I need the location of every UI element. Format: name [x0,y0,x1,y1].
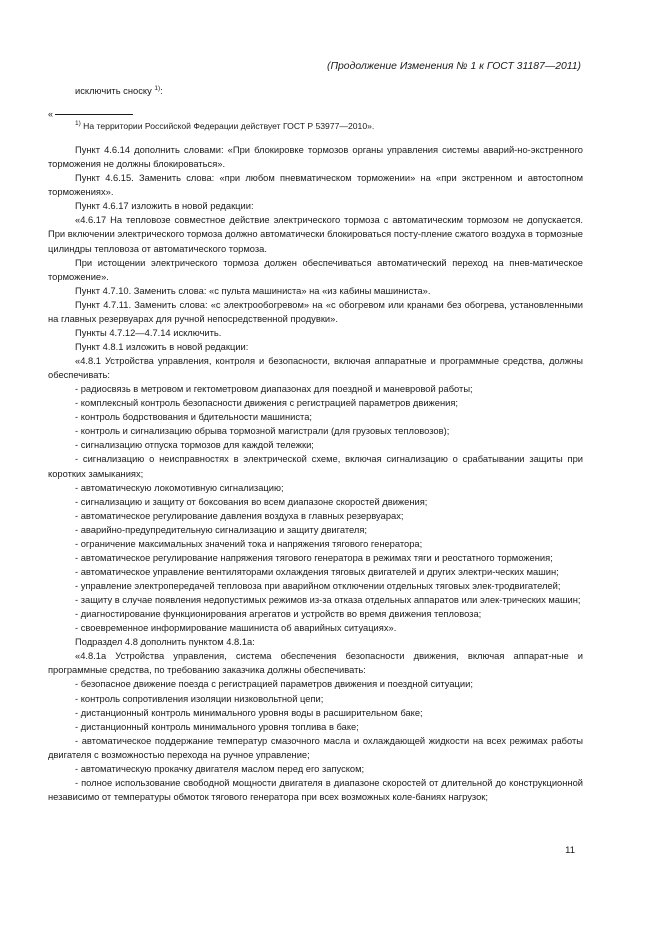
list-item: - сигнализацию отпуска тормозов для каждой тележки; [75,440,314,451]
footnote-text: На территории Российской Федерации действует ГОСТ Р 53977—2010». [83,121,375,132]
paragraph: Пункт 4.8.1 изложить в новой редакции: [75,341,249,352]
paragraph: Пункт 4.6.14 дополнить словами: «При блокировке тормозов органы управления системы аварий-но-экстренного торможения не должны блокироваться». [48,145,583,170]
list-item: - дистанционный контроль минимального уровня топлива в баке; [75,721,359,732]
paragraph: Пункт 4.7.11. Заменить слова: «с электрообогревом» на «с обогревом или кранами без обогрева, установленными на главных резервуарах для ручной непосредственной продувки». [48,299,583,324]
paragraph: Пункт 4.7.10. Заменить слова: «с пульта машиниста» на «из кабины машиниста». [75,285,431,296]
footnote [48,120,583,133]
spacer [48,98,583,108]
paragraph: «4.6.17 На тепловозе совместное действие электрического тормоза с автоматическим тормозом не допускается. При включении электрического тормоза должно автоматически блокироваться посту-пление сжатого воздуха в тормозные цилиндры тепловоза от автоматического тормоза. [48,215,583,254]
footnote-separator [48,108,583,120]
list-item: - автоматическое поддержание температур смазочного масла и охлаждающей жидкости на всех режимах работы двигателя с возможностью перехода на ручное управление; [48,735,583,760]
list-item: - контроль сопротивления изоляции низковольтной цепи; [75,693,324,704]
list-item: - автоматическую локомотивную сигнализацию; [75,482,284,493]
list-item: - ограничение максимальных значений тока и напряжения тягового генератора; [75,538,423,549]
spacer [48,133,583,143]
list-item: - полное использование свободной мощности двигателя в диапазоне скоростей от длительной до конструкционной независимо от температуры обмоток тягового генератора при всех возможных коле-баниях нагрузок; [48,777,583,802]
list-item: - дистанционный контроль минимального уровня воды в расширительном баке; [75,707,423,718]
list-item: - автоматическую прокачку двигателя маслом перед его запуском; [75,763,365,774]
list-item: - своевременное информирование машиниста об аварийных ситуациях». [75,623,397,634]
intro-text: исключить сноску [75,86,152,96]
intro-tail: : [160,86,163,96]
paragraph: «4.8.1а Устройства управления, система обеспечения безопасности движения, включая аппарат-ные и программные средства, по требованию заказчика должны обеспечивать: [48,651,583,676]
paragraph: Пункты 4.7.12—4.7.14 исключить. [75,327,222,338]
list-item: - сигнализацию и защиту от боксования во всем диапазоне скоростей движения; [75,496,428,507]
paragraph: «4.8.1 Устройства управления, контроля и безопасности, включая аппаратные и программные средства, должны обеспечивать: [48,356,583,381]
list-item: - контроль бодрствования и бдительности машиниста; [75,412,313,423]
list-item: - управление электропередачей тепловоза при аварийном отключении отдельных тяговых элек-тродвигателей; [75,581,561,591]
footnote-rule [55,114,133,115]
list-item: - автоматическое регулирование давления воздуха в главных резервуарах; [75,510,404,521]
intro-footnote-ref: 1) [154,85,161,92]
list-item: - безопасное движение поезда с регистрацией параметров движения и поездной ситуации; [75,679,473,690]
list-item: - защиту в случае появления недопустимых режимов из-за отказа отдельных аппаратов или элек-трических машин; [75,595,581,606]
page-number: 11 [565,845,575,856]
intro-line [48,84,583,98]
paragraph-list [48,143,583,804]
list-item: - радиосвязь в метровом и гектометровом диапазонах для поездной и маневровой работы; [75,384,473,395]
paragraph: При истощении электрического тормоза должен обеспечиваться автоматический переход на пнев-матическое торможение». [48,257,583,282]
page-body [48,84,583,804]
paragraph: Пункт 4.6.17 изложить в новой редакции: [75,201,254,212]
list-item: - автоматическое регулирование напряжения тягового генератора в режимах тяги и реостатного торможения; [75,552,553,563]
list-item: - диагностирование функционирования агрегатов и устройств во время движения тепловоза; [75,609,482,620]
paragraph: Пункт 4.6.15. Заменить слова: «при любом пневматическом торможении» на «при экстренном и автостопном торможениях». [48,173,583,198]
list-item: - контроль и сигнализацию обрыва тормозной магистрали (для грузовых тепловозов); [75,426,450,437]
list-item: - аварийно-предупредительную сигнализацию и защиту двигателя; [75,524,368,535]
list-item: - комплексный контроль безопасности движения с регистрацией параметров движения; [75,398,459,409]
paragraph: Подраздел 4.8 дополнить пунктом 4.8.1а: [75,637,255,648]
list-item: - сигнализацию о неисправностях в электрической схеме, включая сигнализацию о срабатывании защиты при коротких замыканиях; [48,454,583,479]
footnote-quote: « [48,109,54,120]
footnote-ref: 1) [75,120,81,128]
list-item: - автоматическое управление вентиляторами охлаждения тяговых двигателей и других электри-ческих машин; [75,566,559,577]
page-header: (Продолжение Изменения № 1 к ГОСТ 31187—2011) [327,61,581,72]
